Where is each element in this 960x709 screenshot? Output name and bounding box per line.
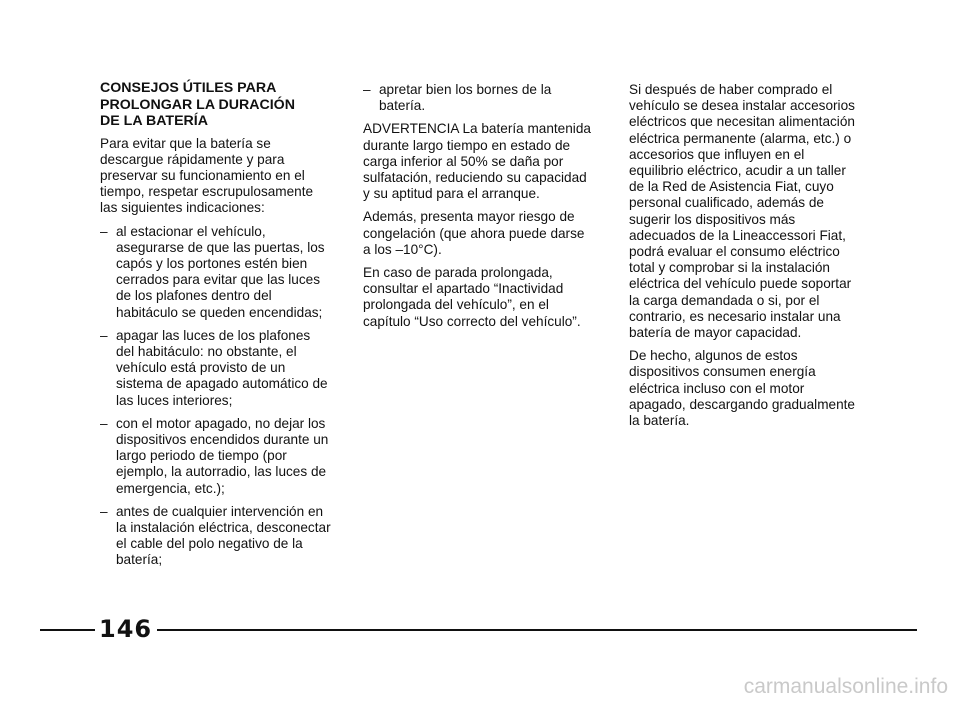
watermark: carmanualsonline.info xyxy=(743,675,948,698)
column-right xyxy=(629,82,861,436)
list-item: – con el motor apagado, no dejar los dispositivos encendidos durante un largo periodo de tiempo (por ejemplo, la autorradio, las luces de emergencia, etc.); xyxy=(100,416,332,497)
section-heading: CONSEJOS ÚTILES PARA PROLONGAR LA DURACIÓN DE LA BATERÍA xyxy=(100,80,295,129)
list-item: – antes de cualquier intervención en la instalación eléctrica, desconectar el cable del polo negativo de la batería; xyxy=(100,504,332,569)
column-left xyxy=(100,80,332,576)
tips-list xyxy=(100,224,332,569)
tips-list-continued xyxy=(363,82,595,114)
warning-paragraph: ADVERTENCIA La batería mantenida durante largo tiempo en estado de carga inferior al 50% se daña por sulfatación, reduciendo su capacidad y su aptitud para el arranque. xyxy=(363,121,591,202)
paragraph: Si después de haber comprado el vehículo se desea instalar accesorios eléctricos que necesitan alimentación eléctrica permanente (alarma, etc.) o accesorios que influyen en el equilibrio eléctrico, acudir a un taller de la Red de Asistencia Fiat, cuyo personal cualificado, además de sugerir los dispositivos más adecuados de la Lineaccessori Fiat, podrá evaluar el consumo eléctrico total y comprobar si la instalación eléctrica del vehículo puede soportar la carga demandada o si, por el contrario, es necesario instalar una batería de mayor capacidad. xyxy=(629,82,855,341)
paragraph: De hecho, algunos de estos dispositivos consumen energía eléctrica incluso con el motor apagado, descargando gradualmente la batería. xyxy=(629,348,855,429)
list-item: – al estacionar el vehículo, asegurarse de que las puertas, los capós y los portones estén bien cerrados para evitar que las luces de los plafones dentro del habitáculo se queden encendidas; xyxy=(100,224,332,321)
column-middle xyxy=(363,82,595,337)
intro-paragraph: Para evitar que la batería se descargue rápidamente y para preservar su funcionamiento en el tiempo, respetar escrupulosamente las siguientes indicaciones: xyxy=(100,135,314,216)
paragraph: Además, presenta mayor riesgo de congelación (que ahora puede darse a los –10°C). xyxy=(363,209,585,257)
list-item: – apagar las luces de los plafones del habitáculo: no obstante, el vehículo está provisto de un sistema de apagado automático de las luces interiores; xyxy=(100,328,332,409)
page-number: 146 xyxy=(99,615,153,643)
page-footer xyxy=(40,616,917,642)
list-item: – apretar bien los bornes de la batería. xyxy=(363,82,595,114)
paragraph: En caso de parada prolongada, consultar el apartado “Inactividad prolongada del vehículo”, en el capítulo “Uso correcto del vehículo”. xyxy=(363,265,581,329)
footer-rule-left xyxy=(40,629,95,631)
footer-rule-right xyxy=(157,629,917,631)
